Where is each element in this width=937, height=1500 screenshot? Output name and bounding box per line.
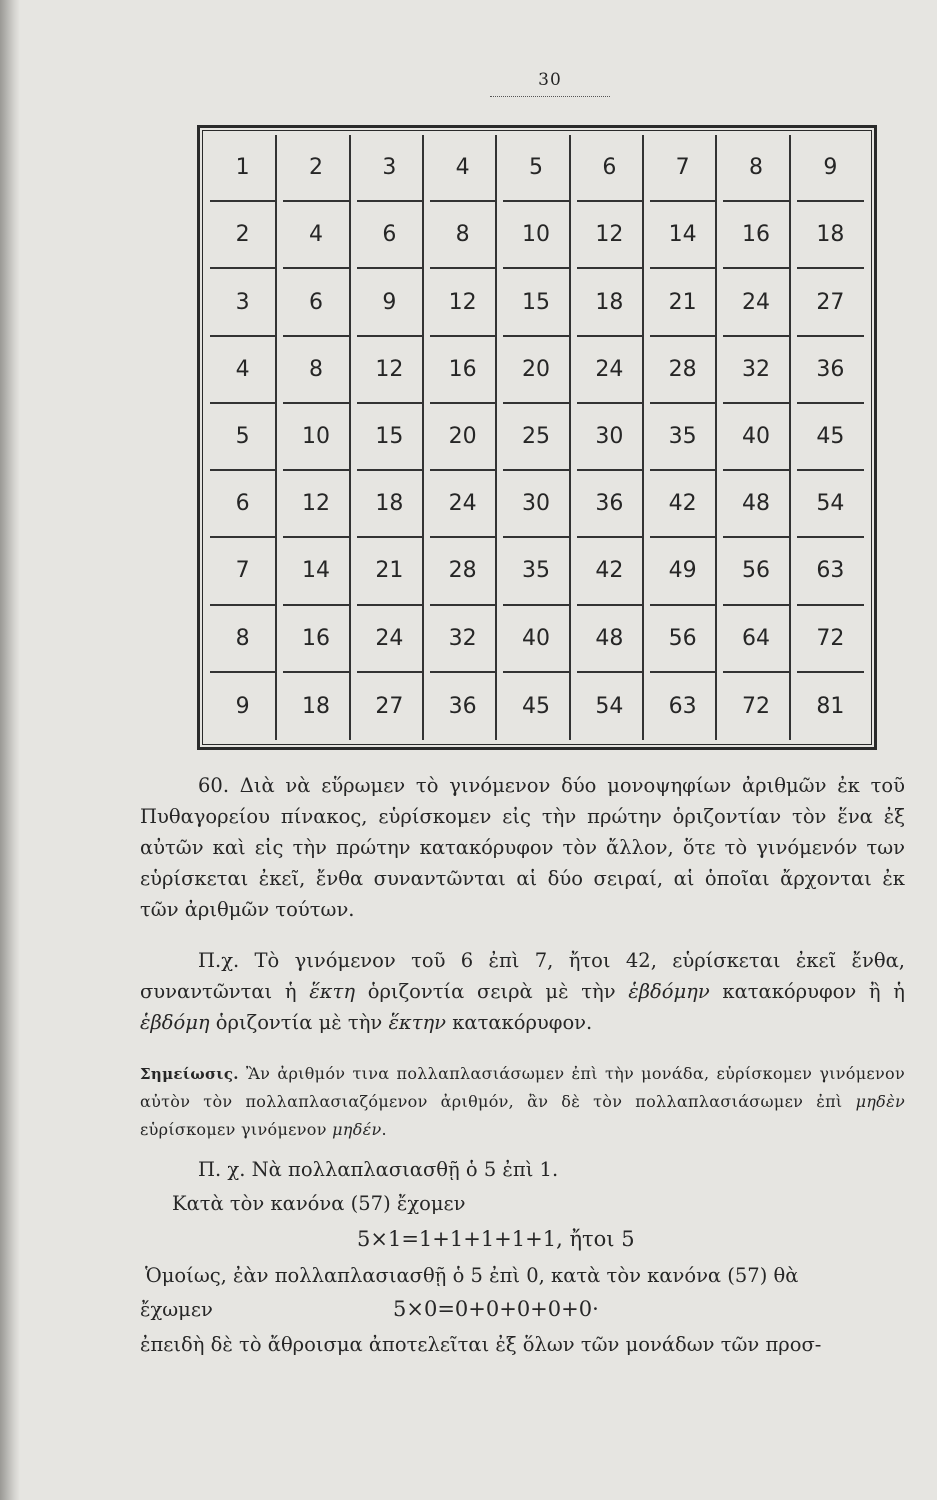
- formula-multiply-by-zero: 5×0=0+0+0+0+0·: [393, 1297, 599, 1321]
- table-cell: 72: [723, 673, 790, 740]
- note-label: Σημείωσις.: [140, 1065, 239, 1083]
- table-cell: 14: [650, 202, 717, 269]
- table-cell: 15: [503, 269, 570, 336]
- table-cell: 81: [816, 693, 845, 719]
- table-cell: 24: [430, 471, 497, 538]
- table-cell: 21: [357, 538, 424, 605]
- table-cell: 32: [723, 337, 790, 404]
- table-cell: 7: [210, 538, 277, 605]
- table-cell: 24: [577, 337, 644, 404]
- table-cell: 45: [503, 673, 570, 740]
- table-cell: 36: [577, 471, 644, 538]
- table-cell: 4: [430, 135, 497, 202]
- table-cell: 2: [210, 202, 277, 269]
- closing-line: ἐπειδὴ δὲ τὸ ἄθροισμα ἀποτελεῖται ἐξ ὅλων τῶν μονάδων τῶν προσ-: [140, 1333, 822, 1356]
- table-cell: 5: [503, 135, 570, 202]
- table-cell: 56: [650, 606, 717, 673]
- table-cell: 30: [577, 404, 644, 471]
- table-cell: 27: [357, 673, 424, 740]
- table-cell: 49: [650, 538, 717, 605]
- rule-reference-line: Κατὰ τὸν κανόνα (57) ἔχομεν: [172, 1192, 466, 1215]
- page-number-rule: [490, 96, 610, 97]
- table-cell: 42: [577, 538, 644, 605]
- table-cell: 40: [723, 404, 790, 471]
- table-cell: 7: [650, 135, 717, 202]
- table-cell: 5: [210, 404, 277, 471]
- table-cell: 8: [283, 337, 350, 404]
- table-cell: 72: [797, 606, 864, 673]
- table-cell: 28: [650, 337, 717, 404]
- table-cell: 48: [723, 471, 790, 538]
- table-cell: 27: [797, 269, 864, 336]
- table-cell: 1: [210, 135, 277, 202]
- table-cell: 21: [650, 269, 717, 336]
- table-cell: 48: [577, 606, 644, 673]
- paragraph-60: 60. Διὰ νὰ εὕρωμεν τὸ γινόμενον δύο μονοψηφίων ἀριθμῶν ἐκ τοῦ Πυθαγορείου πίνακος, εὑρίσκομεν εἰς τὴν πρώτην ὁριζοντίαν τὸν ἕνα ἐξ αὐτῶν καὶ εἰς τὴν πρώτην κατακόρυφον τὸν ἄλλον, ὅτε τὸ γινόμενόν των εὑρίσκεται ἐκεῖ, ἔνθα συναντῶνται αἱ δύο σειραί, αἱ ὁποῖαι ἄρχονται ἐκ τῶν ἀριθμῶν τούτων.: [140, 774, 905, 921]
- table-cell: 20: [430, 404, 497, 471]
- page-number: 30: [538, 70, 562, 90]
- formula-multiply-by-one: 5×1=1+1+1+1+1, ἤτοι 5: [357, 1227, 635, 1251]
- example-c-line: Ὁμοίως, ἐὰν πολλαπλασιασθῇ ὁ 5 ἐπὶ 0, κατὰ τὸν κανόνα (57) θὰ: [145, 1264, 799, 1287]
- table-cell: 12: [357, 337, 424, 404]
- table-cell: 45: [797, 404, 864, 471]
- table-cell: 36: [797, 337, 864, 404]
- table-cell: 40: [503, 606, 570, 673]
- table-cell: 6: [577, 135, 644, 202]
- table-cell: 10: [283, 404, 350, 471]
- table-cell: 35: [503, 538, 570, 605]
- table-cell: 8: [430, 202, 497, 269]
- table-cell: 16: [430, 337, 497, 404]
- table-cell: 9: [797, 135, 864, 202]
- table-cell: 18: [283, 673, 350, 740]
- table-cell: 15: [357, 404, 424, 471]
- table-cell: 3: [357, 135, 424, 202]
- table-cell: 18: [577, 269, 644, 336]
- table-cell: 16: [723, 202, 790, 269]
- table-cell: 24: [357, 606, 424, 673]
- example-b-line: Π. χ. Νὰ πολλαπλασιασθῇ ὁ 5 ἐπὶ 1.: [198, 1158, 559, 1181]
- table-cell: 8: [723, 135, 790, 202]
- table-cell: 42: [650, 471, 717, 538]
- table-cell: 16: [283, 606, 350, 673]
- table-cell: 14: [283, 538, 350, 605]
- table-cell: 9: [210, 673, 277, 740]
- table-cell: 30: [503, 471, 570, 538]
- table-cell: 6: [283, 269, 350, 336]
- example-c-continuation: ἔχωμεν: [140, 1298, 213, 1321]
- table-cell: 25: [503, 404, 570, 471]
- table-cell: 32: [430, 606, 497, 673]
- table-cell: 18: [357, 471, 424, 538]
- table-cell: 35: [650, 404, 717, 471]
- table-cell: 6: [357, 202, 424, 269]
- table-cell: 4: [210, 337, 277, 404]
- table-cell: 4: [283, 202, 350, 269]
- table-cell: 9: [357, 269, 424, 336]
- table-cell: 20: [503, 337, 570, 404]
- table-cell: 63: [650, 673, 717, 740]
- table-cell: 18: [797, 202, 864, 269]
- example-paragraph: Π.χ. Τὸ γινόμενον τοῦ 6 ἐπὶ 7, ἤτοι 42, εὑρίσκεται ἐκεῖ ἔνθα, συναντῶνται ἡ ἕκτη ὁριζοντία σειρὰ μὲ τὴν ἑβδόμην κατακόρυφον ἢ ἡ ἑβδόμη ὁριζοντία μὲ τὴν ἕκτην κατακόρυφον.: [140, 949, 905, 1034]
- table-cell: 63: [797, 538, 864, 605]
- table-cell: 12: [430, 269, 497, 336]
- table-cell: 6: [210, 471, 277, 538]
- table-cell: 12: [577, 202, 644, 269]
- table-cell: 8: [210, 606, 277, 673]
- table-cell: 64: [723, 606, 790, 673]
- table-cell: 54: [797, 471, 864, 538]
- table-cell: 56: [723, 538, 790, 605]
- table-cell: 54: [577, 673, 644, 740]
- table-cell: 10: [503, 202, 570, 269]
- table-cell: 12: [283, 471, 350, 538]
- multiplication-grid: [207, 135, 867, 740]
- note-paragraph: Σημείωσις. Ἂν ἀριθμόν τινα πολλαπλασιάσωμεν ἐπὶ τὴν μονάδα, εὑρίσκομεν γινόμενον αὐτὸν τὸν πολλαπλασιαζόμενον ἀριθμόν, ἂν δὲ τὸν πολλαπλασιάσωμεν ἐπὶ μηδὲν εὑρίσκομεν γινόμενον μηδέν.: [140, 1064, 905, 1139]
- page-edge-shadow: [0, 0, 20, 1500]
- table-cell: 2: [283, 135, 350, 202]
- table-cell: 36: [430, 673, 497, 740]
- pythagorean-table: [197, 125, 877, 750]
- table-cell: 3: [210, 269, 277, 336]
- table-cell: 28: [430, 538, 497, 605]
- table-cell: 24: [723, 269, 790, 336]
